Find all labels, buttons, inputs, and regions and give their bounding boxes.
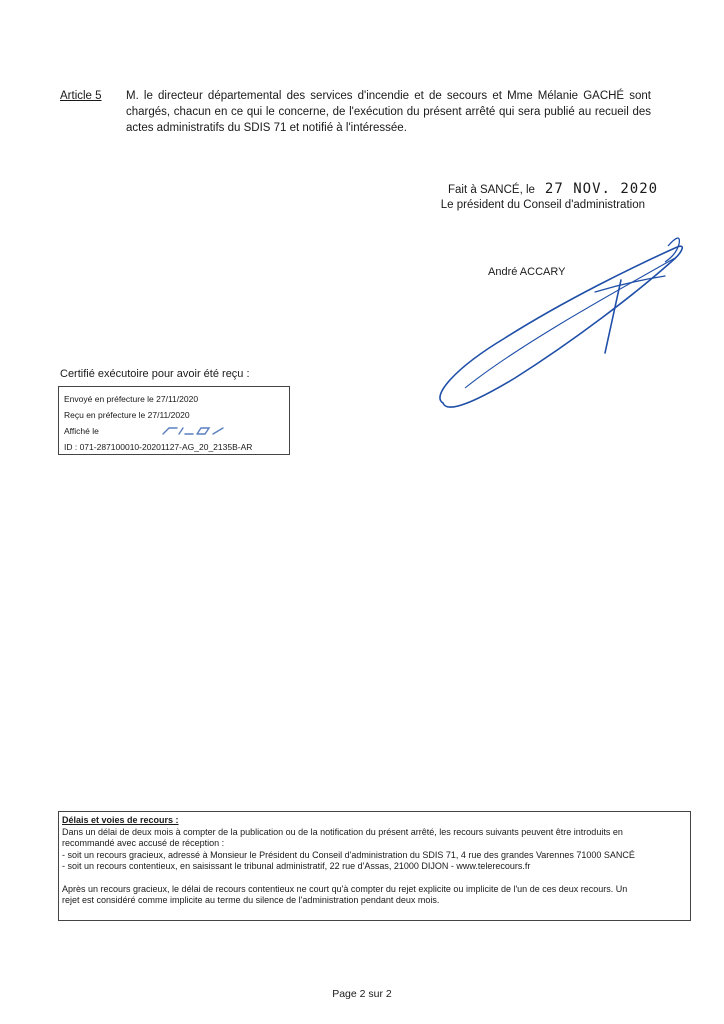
stamp-line-received: Reçu en préfecture le 27/11/2020 [64,410,190,420]
place-date-line [448,181,659,197]
page-number: Page 2 sur 2 [332,988,392,1000]
appeal-notice-box [58,811,691,921]
appeal-notice-line: rejet est considéré comme implicite au terme du silence de l'administration pendant deux mois. [62,895,440,905]
article-text: M. le directeur départemental des services d'incendie et de secours et Mme Mélanie GACHÉ sont chargés, chacun en ce qui le concerne, de l'exécution du présent arrêté qui sera publié au recueil des actes administratifs du SDIS 71 et notifié à l'intéressée. [126,90,651,134]
article-label: Article 5 [60,90,102,102]
certification-stamp-box [58,386,290,455]
appeal-notice-line: Dans un délai de deux mois à compter de la publication ou de la notification du présent arrêté, les recours suivants peuvent être introduits en [62,826,623,837]
appeal-notice-line: - soit un recours contentieux, en saisissant le tribunal administratif, 22 rue d'Assas, 21000 DIJON - www.telerecours.fr [62,861,531,871]
stamp-line-posted [64,423,289,439]
appeal-notice-title: Délais et voies de recours : [62,815,179,825]
appeal-notice-line: recommandé avec accusé de réception : [62,838,225,848]
handwritten-signature [425,228,695,418]
certification-label: Certifié exécutoire pour avoir été reçu : [60,368,250,380]
appeal-notice-line: - soit un recours gracieux, adressé à Monsieur le Président du Conseil d'administration du SDIS 71, 4 rue des grandes Varennes 71000 SANCÉ [62,849,635,860]
posted-label: Affiché le [64,426,99,436]
place-label: Fait à SANCÉ, le [448,184,535,196]
appeal-notice-line: Après un recours gracieux, le délai de recours contentieux ne court qu'à compter du rejet explicite ou implicite de l'un de ces deux recours. Un [62,883,628,894]
slo-logo-icon [159,425,229,437]
stamp-line-sent: Envoyé en préfecture le 27/11/2020 [64,394,199,404]
stamp-line-id: ID : 071-287100010-20201127-AG_20_2135B-AR [64,442,253,452]
signer-title: Le président du Conseil d'administration [440,199,645,211]
signer-name: André ACCARY [488,266,566,278]
signature-date-stamp: 27 NOV. 2020 [544,181,659,197]
